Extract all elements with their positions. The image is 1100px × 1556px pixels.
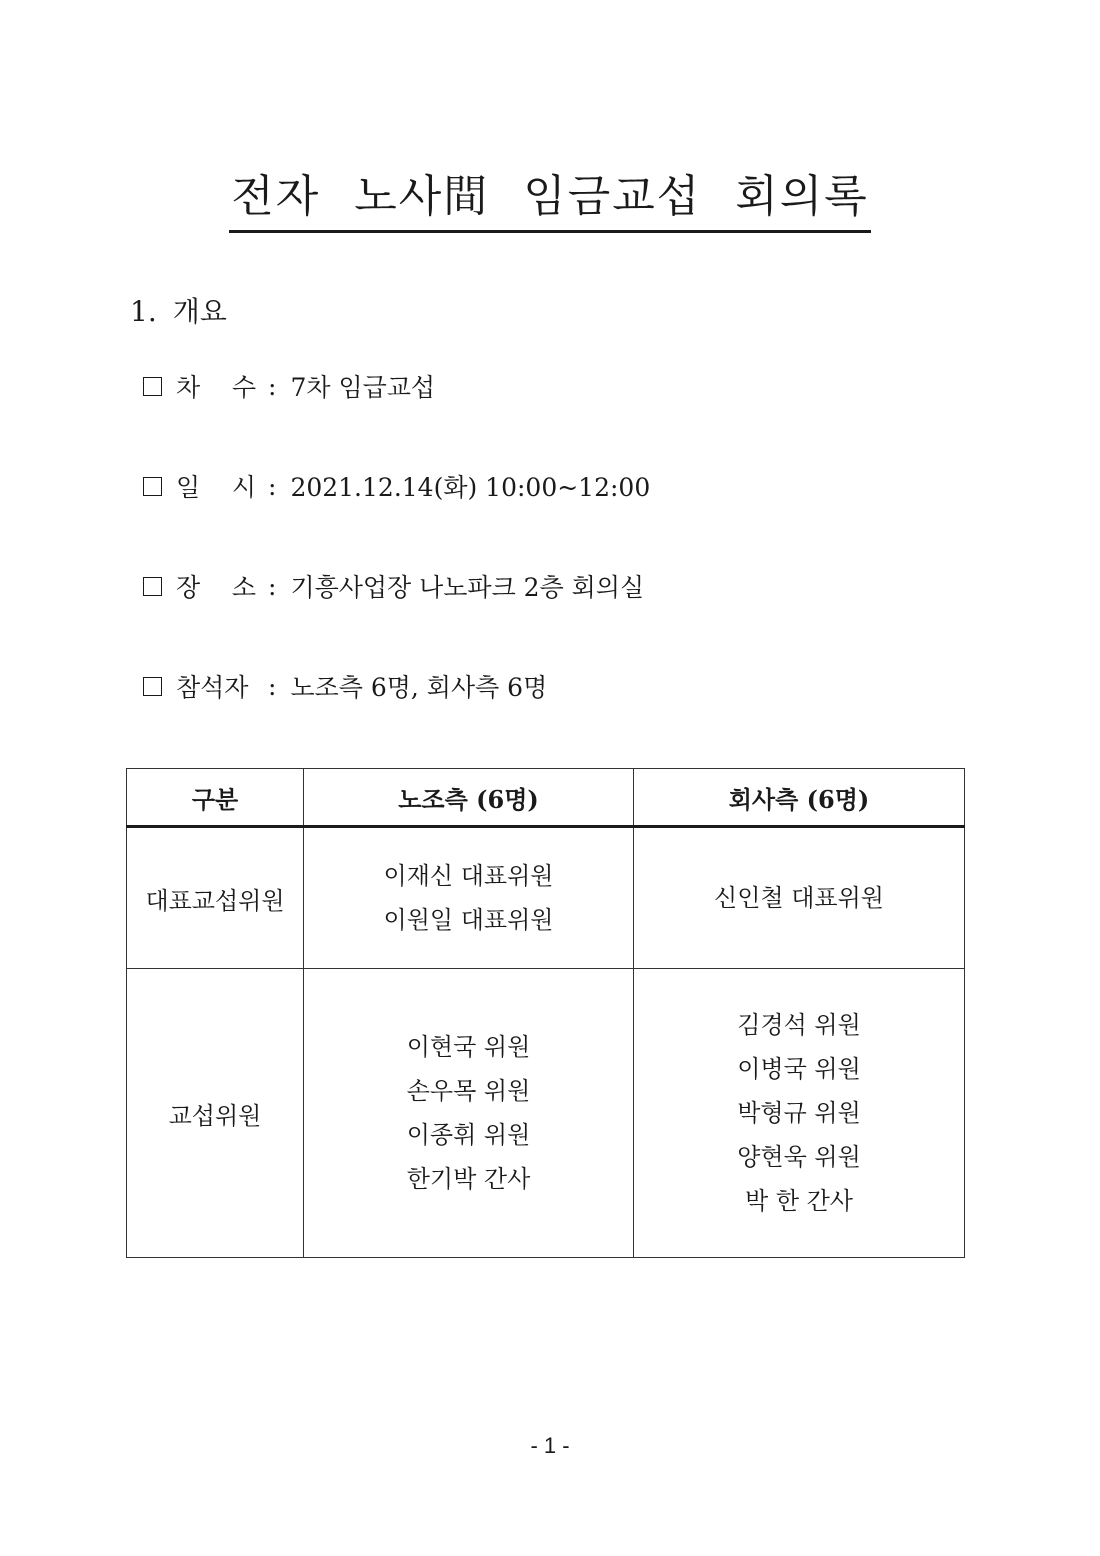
checkbox-icon: [143, 477, 162, 496]
field-value: 7차 임급교섭: [290, 373, 436, 402]
field-colon: :: [268, 371, 277, 401]
field-location: [143, 568, 644, 604]
member-name: 이재신 대표위원: [383, 862, 554, 890]
section-title: 개요: [172, 295, 227, 328]
field-colon: :: [268, 671, 277, 701]
header-company: 회사측 (6명): [634, 769, 965, 827]
section-number: 1.: [130, 295, 157, 328]
member-name: 이현국 위원: [406, 1033, 531, 1061]
company-members: [634, 827, 965, 969]
field-label: 일 시: [176, 473, 256, 502]
member-name: 이원일 대표위원: [383, 906, 554, 934]
field-colon: :: [268, 571, 277, 601]
section-heading: [130, 290, 227, 330]
union-members: [304, 969, 634, 1258]
member-name: 이종휘 위원: [406, 1121, 531, 1149]
document-title: [0, 160, 1100, 233]
row-category: 대표교섭위원: [127, 827, 304, 969]
checkbox-icon: [143, 377, 162, 396]
member-name: 이병국 위원: [737, 1055, 861, 1083]
field-value: 2021.12.14(화) 10:00~12:00: [290, 473, 651, 502]
member-name: 양현욱 위원: [737, 1143, 861, 1171]
field-attendees: [143, 668, 547, 704]
attendee-table: [126, 768, 965, 1258]
page-number: - 1 -: [530, 1433, 570, 1458]
field-label: 장 소: [176, 573, 256, 602]
header-category: 구분: [127, 769, 304, 827]
field-value: 기흥사업장 나노파크 2층 회의실: [290, 573, 645, 602]
field-colon: :: [268, 471, 277, 501]
field-label: 차 수: [176, 373, 256, 402]
checkbox-icon: [143, 677, 162, 696]
checkbox-icon: [143, 577, 162, 596]
member-name: 박형규 위원: [737, 1099, 861, 1127]
member-name: 신인철 대표위원: [714, 884, 884, 912]
member-name: 박 한 간사: [745, 1187, 853, 1215]
header-union: 노조측 (6명): [304, 769, 634, 827]
document-title-text: 전자 노사間 임금교섭 회의록: [229, 160, 871, 233]
field-label: 참석자: [176, 673, 249, 702]
row-category: 교섭위원: [127, 969, 304, 1258]
table-row: [127, 827, 965, 969]
table-header-row: [127, 769, 965, 827]
field-datetime: [143, 468, 650, 504]
field-value: 노조측 6명, 회사측 6명: [290, 673, 548, 702]
member-name: 김경석 위원: [737, 1011, 861, 1039]
member-name: 손우목 위원: [406, 1077, 531, 1105]
table-row: [127, 969, 965, 1258]
union-members: [304, 827, 634, 969]
company-members: [634, 969, 965, 1258]
field-round: [143, 368, 435, 404]
member-name: 한기박 간사: [406, 1165, 531, 1193]
